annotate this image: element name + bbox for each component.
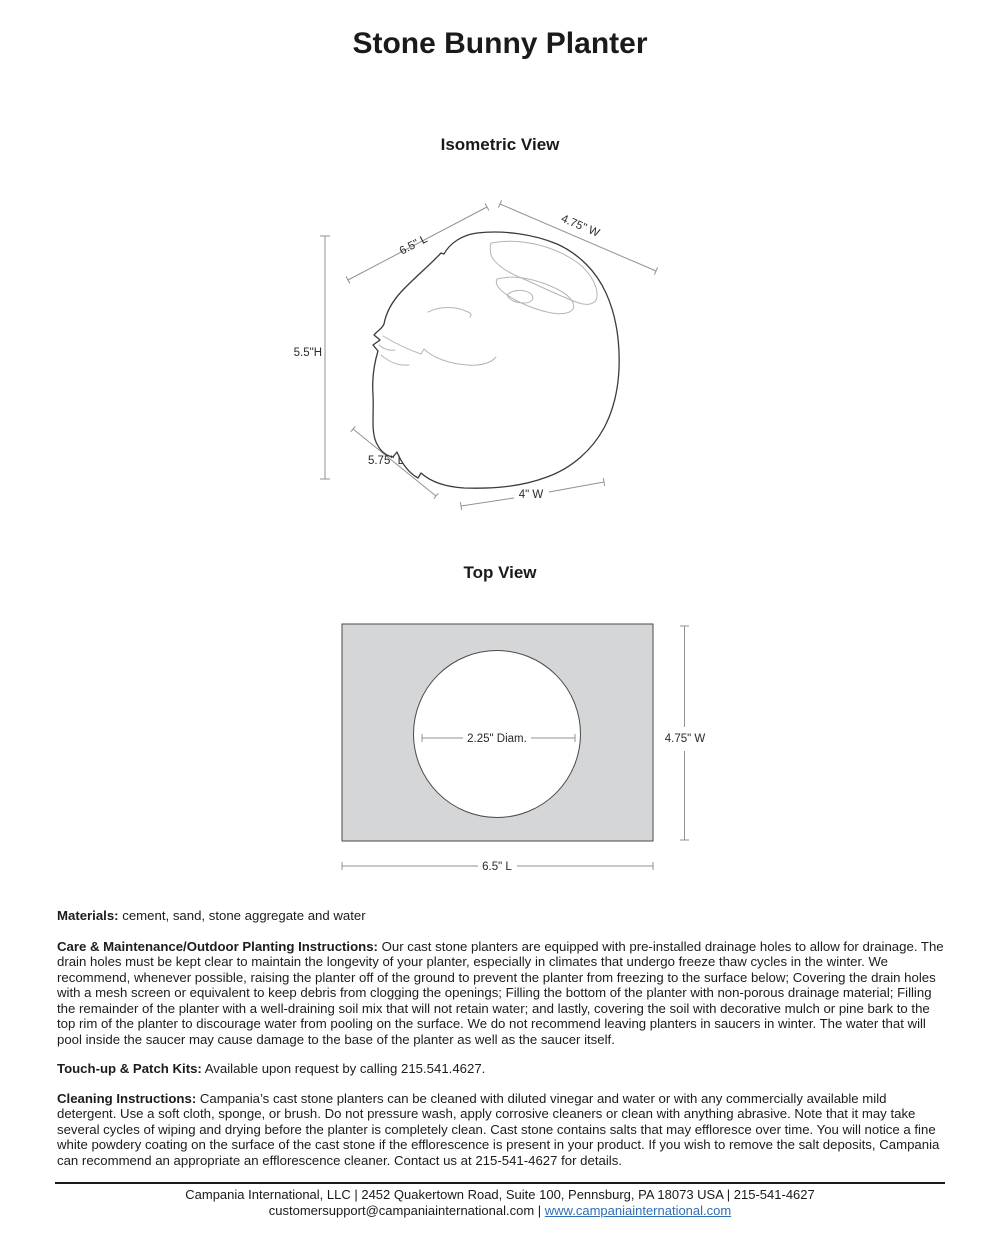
dim-length-bottom xyxy=(351,426,438,498)
care-paragraph xyxy=(57,939,945,1048)
top-view-heading: Top View xyxy=(463,563,537,582)
dim-topview-length xyxy=(342,861,653,873)
dim-height xyxy=(294,236,330,479)
footer-email: customersupport@campaniainternational.com xyxy=(268,1203,535,1218)
touchup-paragraph xyxy=(57,1061,945,1077)
footer-company-line: Campania International, LLC | 2452 Quakertown Road, Suite 100, Pennsburg, PA 18073 USA | 215-541-4627 xyxy=(185,1187,815,1202)
cleaning-paragraph xyxy=(57,1091,945,1169)
bunny-planter-illustration xyxy=(373,232,619,488)
dim-label-topview-length: 6.5" L xyxy=(482,861,512,873)
dim-label-height: 5.5"H xyxy=(293,347,322,359)
materials-paragraph xyxy=(57,908,945,924)
touchup-label: Touch-up & Patch Kits: xyxy=(57,1061,202,1076)
dim-label-length-bottom: 5.75" L xyxy=(367,455,405,467)
dim-label-width-bottom: 4" W xyxy=(518,489,544,501)
top-view-drawing xyxy=(330,613,715,878)
page-title: Stone Bunny Planter xyxy=(352,27,648,60)
isometric-view-drawing xyxy=(280,193,720,523)
dim-length-top xyxy=(346,204,489,284)
dim-width-bottom xyxy=(460,478,604,510)
care-text: Our cast stone planters are equipped with pre-installed drainage holes to allow for drainage. The drain holes must be kept clear to maintain the longevity of your planter, especially in climates that undergo freeze thaw cycles in the winter. We recommend, whenever possible, raising the planter off of the ground to prevent the planter from freezing to the surface below; Covering the drain holes with a mesh screen or equivalent to keep debris from clogging the openings; Filling the bottom of the planter with non-porous drainage material; Filling the remainder of the planter with a well-draining soil mix that will not retain water; and lastly, covering the soil with decorative mulch or pine bark to the top rim of the planter to discourage water from pooling on the surface. We do not recommend leaving planters in saucers in winter. The water that will pool inside the saucer may cause damage to the base of the planter as well as the saucer itself. xyxy=(57,938,944,1047)
care-label: Care & Maintenance/Outdoor Planting Instructions: xyxy=(57,938,378,954)
touchup-text: Available upon request by calling 215.541.4627. xyxy=(201,1061,486,1076)
isometric-view-heading: Isometric View xyxy=(440,135,560,154)
dim-label-topview-width: 4.75" W xyxy=(664,733,706,745)
dim-label-length-top: 6.5" L xyxy=(397,233,430,258)
materials-text: cement, sand, stone aggregate and water xyxy=(118,908,366,923)
cleaning-label: Cleaning Instructions: xyxy=(57,1090,197,1106)
dim-topview-width xyxy=(665,626,706,840)
footer-website-link[interactable]: www.campaniainternational.com xyxy=(544,1203,732,1218)
dim-label-diameter: 2.25" Diam. xyxy=(467,733,527,745)
footer-contact-line xyxy=(0,1203,1000,1218)
materials-label: Materials: xyxy=(57,908,119,923)
footer-separator: | xyxy=(534,1203,545,1218)
cleaning-text: Campania’s cast stone planters can be cleaned with diluted vinegar and water or with any commercially available mild detergent. Use a soft cloth, sponge, or brush. Do not pressure wash, apply corrosive cleaners or clean with anything abrasive. Note that it may take several cycles of wiping and drying before the planter is completely clean. Cast stone contains salts that may effloresce over time. You will notice a fine white powdery coating on the surface of the cast stone if the efflorescence is present in your product. If you wish to remove the salt deposits, Campania can recommend an appropriate an efflorescence cleaner. Contact us at 215-541-4627 for details. xyxy=(57,1090,940,1168)
info-text-sections xyxy=(57,908,945,1168)
dim-label-width-top: 4.75" W xyxy=(559,212,602,240)
footer-divider xyxy=(55,1182,945,1184)
